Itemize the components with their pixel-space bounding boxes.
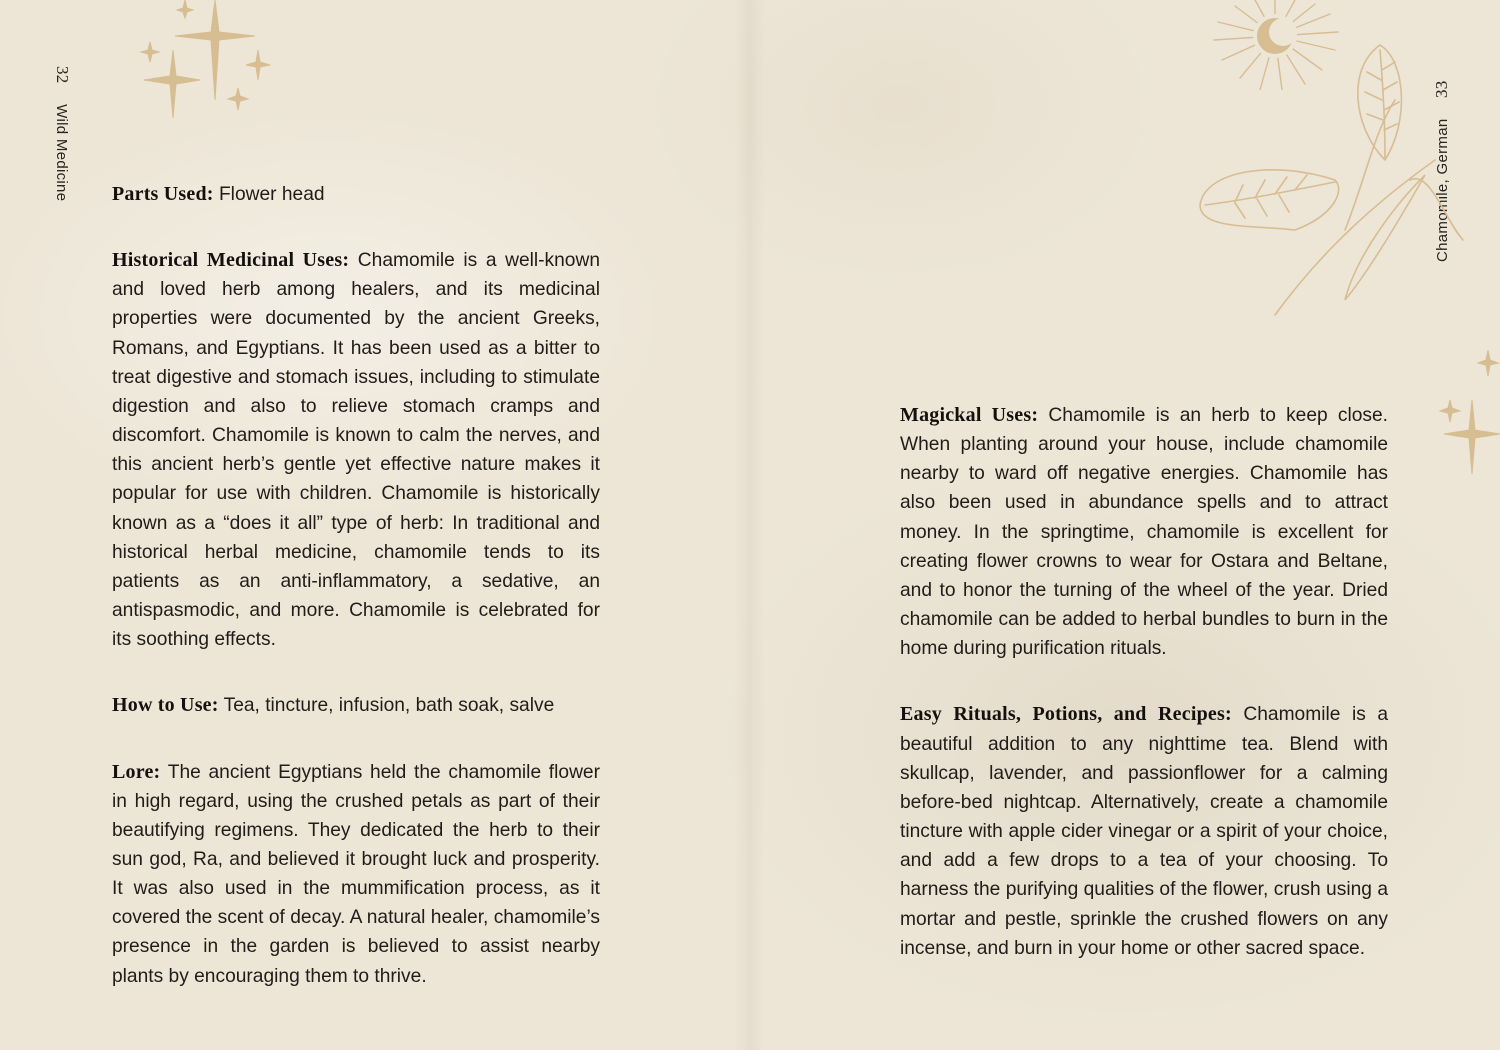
section-body: Chamomile is a beautiful addition to any nighttime tea. Blend with skullcap, lavender, and passionflower for a calming before-bed nightcap. Alternatively, create a chamomile tincture with apple cider vinegar or a spirit of your choice, and add a few drops to a tea of your choosing. To harness the purifying qualities of the flower, crush using a mortar and pestle, sprinkle the crushed flowers on any incense, and burn in your home or other sacred space. (900, 704, 1389, 959)
section-heading: Easy Rituals, Potions, and Recipes: (900, 703, 1232, 726)
historical-uses-paragraph (112, 246, 600, 654)
magickal-uses-paragraph (900, 401, 1388, 663)
section-heading: Magickal Uses: (900, 404, 1039, 426)
parts-used-paragraph (112, 180, 600, 209)
left-running-head (52, 66, 72, 201)
section-body: Chamomile is an herb to keep close. When planting around your house, include chamomile nearby to ward off negative energies. Chamomile has also been used in abundance spells and to attract money. In the springtime, chamomile is excellent for creating flower crowns to wear for Ostara and Beltane, and to honor the turning of the wheel of the year. Dried chamomile can be added to herbal bundles to burn in the home during purification rituals. (900, 405, 1389, 660)
right-page-text (900, 401, 1388, 1000)
lore-paragraph (112, 758, 600, 991)
left-running-head-title: Wild Medicine (53, 104, 70, 202)
section-heading: Parts Used: (112, 183, 214, 205)
section-body: Flower head (213, 184, 325, 205)
left-page-number: 32 (53, 66, 72, 84)
right-running-head-title: Chamomile, German (1434, 118, 1451, 262)
section-heading: How to Use: (112, 694, 219, 717)
section-body: Chamomile is a well-known and loved herb among healers, and its medicinal properties were documented by the ancient Greeks, Romans, and Egyptians. It has been used as a bitter to treat digestive and stomach issues, including to stimulate digestion and also to relieve stomach cramps and discomfort. Chamomile is known to calm the nerves, and this ancient herb’s gentle yet effective nature makes it popular for use with children. Chamomile is historically known as a “does it all” type of herb: In traditional and historical herbal medicine, chamomile tends to its patients as an anti-inflammatory, a sedative, an antispasmodic, and more. Chamomile is celebrated for its soothing effects. (112, 250, 601, 651)
book-gutter (735, 0, 765, 1050)
sparkle-stars-icon (1438, 350, 1500, 480)
section-heading: Historical Medicinal Uses: (112, 249, 350, 272)
herb-leaves-icon (1195, 40, 1465, 320)
right-page-number: 33 (1432, 80, 1451, 99)
section-body: Tea, tincture, infusion, bath soak, salve (218, 695, 555, 717)
section-body: The ancient Egyptians held the chamomile flower in high regard, using the crushed petals as part of their beautifying regimens. They dedicated the herb to their sun god, Ra, and believed it brought luck and prosperity. It was also used in the mummification process, as it covered the scent of decay. A natural healer, chamomile’s presence in the garden is believed to assist nearby plants by encouraging them to thrive. (112, 761, 600, 987)
how-to-use-paragraph (112, 691, 600, 720)
section-heading: Lore: (112, 760, 161, 783)
left-page-text (112, 180, 600, 1028)
rituals-paragraph (900, 700, 1388, 962)
sparkle-stars-icon (130, 0, 280, 130)
